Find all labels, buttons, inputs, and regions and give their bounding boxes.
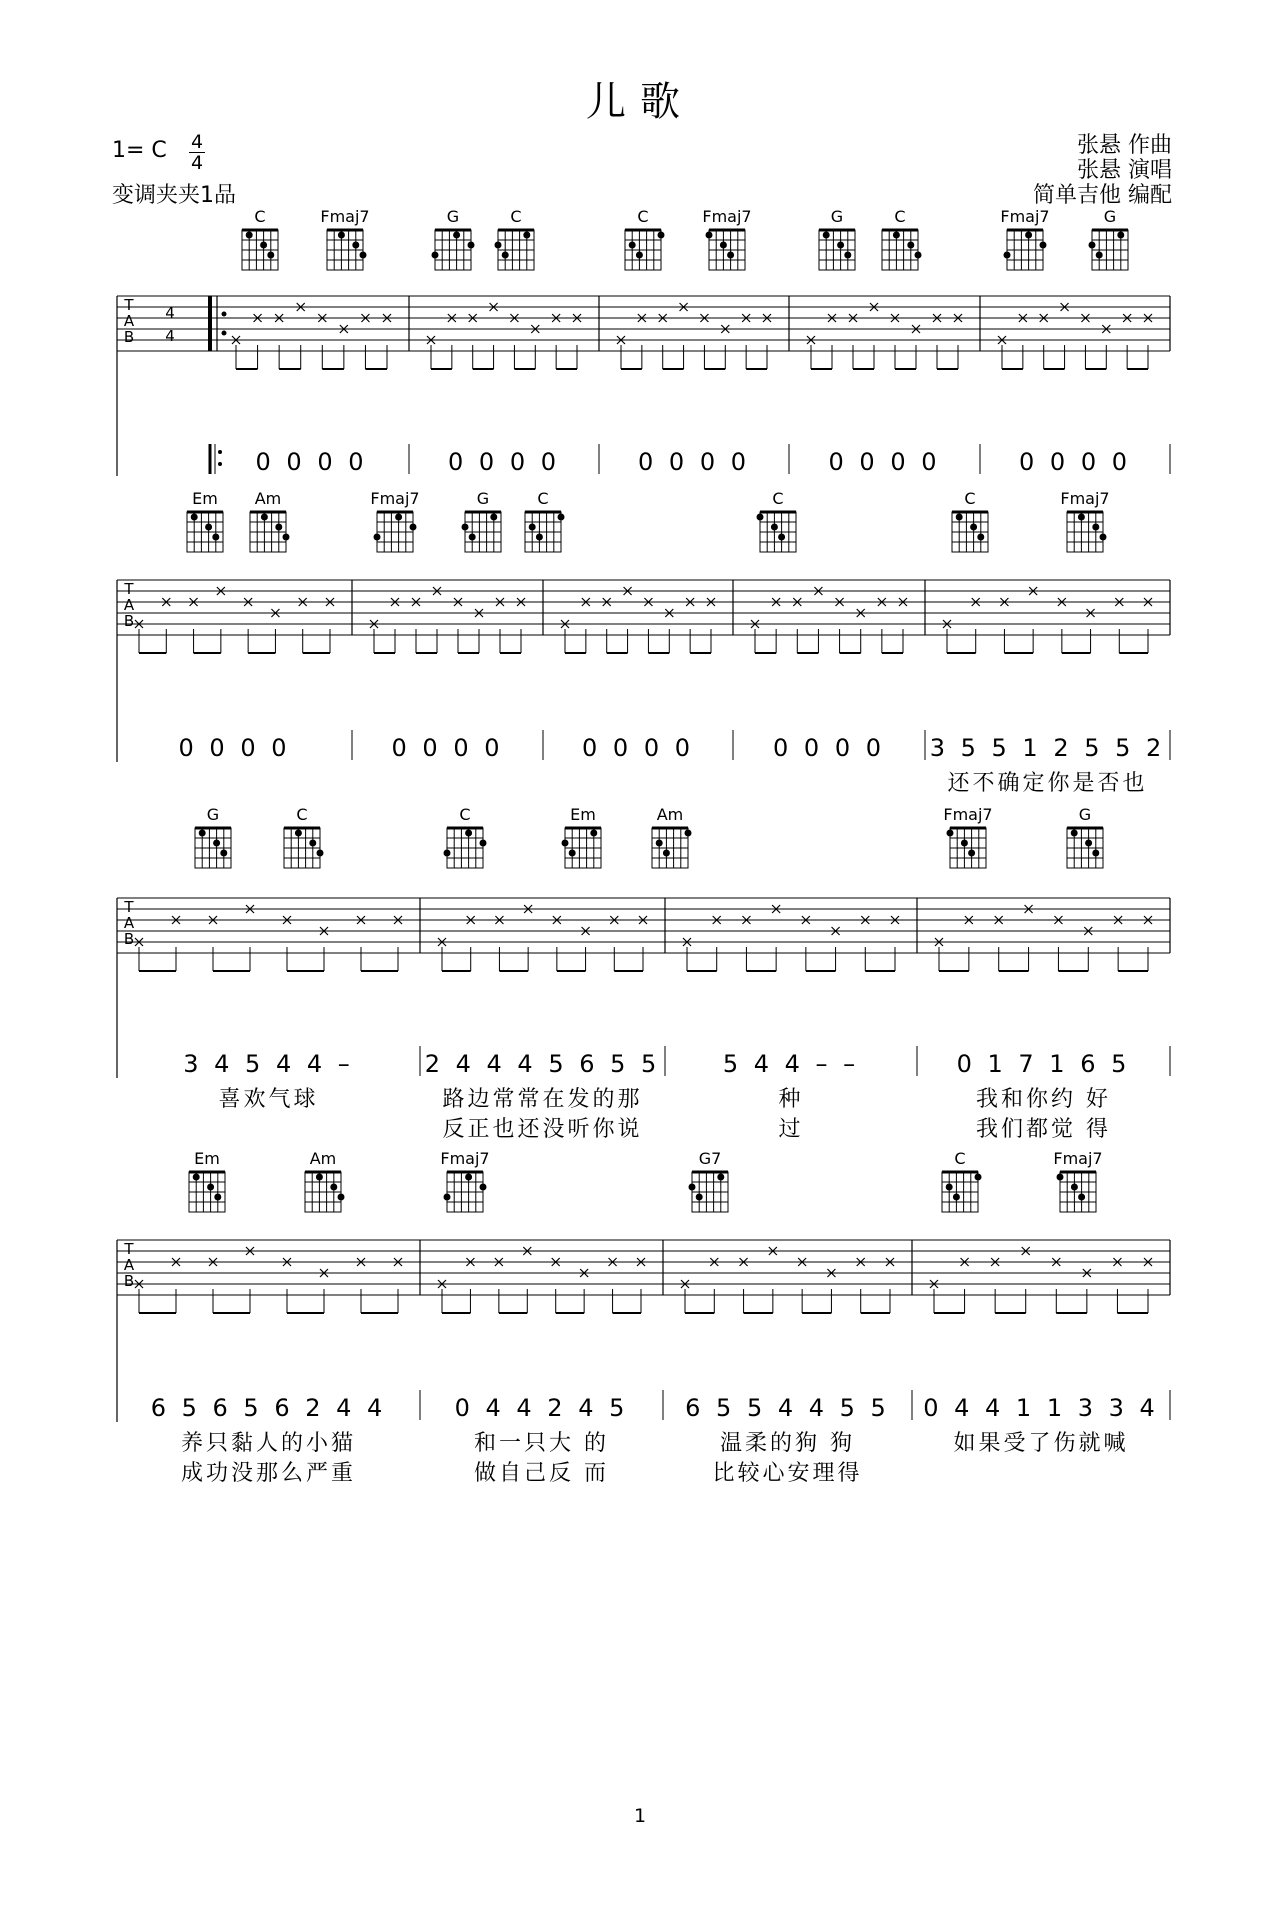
chord-name: G: [1078, 805, 1092, 824]
tab-clef-letter: T: [124, 898, 134, 916]
jianpu-notes: 0 0 0 0: [828, 448, 941, 476]
finger-dot: [444, 850, 451, 857]
finger-dot: [523, 232, 530, 239]
chord-name: C: [537, 489, 549, 508]
time-signature-bottom: 4: [190, 152, 204, 174]
chord-name: Am: [309, 1149, 337, 1168]
finger-dot: [977, 534, 984, 541]
finger-dot: [462, 524, 469, 531]
chord-name: Fmaj7: [1060, 489, 1110, 508]
tab-clef-letter: T: [124, 296, 134, 314]
chord-diagram: [320, 207, 369, 270]
chord-name: C: [510, 207, 522, 226]
finger-dot: [1057, 1174, 1064, 1181]
finger-dot: [1092, 524, 1099, 531]
finger-dot: [1085, 840, 1092, 847]
chord-name: C: [772, 489, 784, 508]
finger-dot: [444, 1194, 451, 1201]
finger-dot: [212, 534, 219, 541]
finger-dot: [193, 1174, 200, 1181]
jianpu-notes: 0 0 0 0: [773, 734, 885, 762]
jianpu-notes: 0 4 4 2 4 5: [454, 1394, 629, 1422]
finger-dot: [562, 840, 569, 847]
chord-diagram: [702, 207, 751, 270]
finger-dot: [663, 850, 670, 857]
tab-clef-letter: A: [123, 1256, 135, 1274]
lyric-line: 路边常常在发的那: [442, 1087, 643, 1112]
lyric-line: 过: [778, 1117, 804, 1142]
chord-diagram: [1000, 207, 1049, 270]
chord-name: G: [830, 207, 844, 226]
chord-diagram: [942, 1149, 982, 1212]
chord-name: Fmaj7: [320, 207, 370, 226]
finger-dot: [1078, 1194, 1085, 1201]
chord-diagram: [242, 207, 278, 270]
finger-dot: [261, 514, 268, 521]
chord-diagram: [1089, 207, 1129, 270]
finger-dot: [207, 1184, 214, 1191]
repeat-dot: [218, 450, 222, 454]
score-system: [117, 805, 1170, 1142]
finger-dot: [1040, 242, 1047, 249]
finger-dot: [636, 252, 643, 259]
finger-dot: [480, 1184, 487, 1191]
chord-name: Fmaj7: [702, 207, 752, 226]
chord-name: C: [954, 1149, 966, 1168]
chord-name: C: [459, 805, 471, 824]
jianpu-notes: 0 0 0 0: [178, 734, 291, 762]
finger-dot: [465, 1174, 472, 1181]
tab-time-sig: 4: [165, 327, 175, 345]
jianpu-notes: 5 4 4 – –: [722, 1050, 860, 1078]
chord-name: Am: [254, 489, 282, 508]
finger-dot: [352, 242, 359, 249]
score-system: [117, 1149, 1170, 1486]
finger-dot: [410, 524, 417, 531]
tab-time-sig: 4: [165, 304, 175, 322]
chord-diagram: [187, 489, 223, 552]
chord-name: Fmaj7: [1053, 1149, 1103, 1168]
chord-diagram: [625, 207, 665, 270]
jianpu-notes: 0 0 0 0: [391, 734, 504, 762]
finger-dot: [629, 242, 636, 249]
key-signature: 1= C: [112, 138, 167, 163]
finger-dot: [275, 524, 282, 531]
chord-diagram: [525, 489, 565, 552]
repeat-dot: [222, 312, 227, 317]
lyric-line: 做自己反 而: [474, 1461, 609, 1486]
finger-dot: [465, 830, 472, 837]
finger-dot: [330, 1184, 337, 1191]
finger-dot: [968, 850, 975, 857]
lyric-line: 还不确定你是否也: [947, 771, 1148, 796]
finger-dot: [453, 232, 460, 239]
lyric-line: 反正也还没听你说: [442, 1117, 643, 1142]
jianpu-notes: 3 5 5 1 2 5 5 2: [929, 734, 1166, 762]
finger-dot: [975, 1174, 982, 1181]
chord-name: G: [206, 805, 220, 824]
chord-diagram: [562, 805, 602, 868]
chord-diagram: [943, 805, 992, 868]
finger-dot: [267, 252, 274, 259]
finger-dot: [529, 524, 536, 531]
chord-diagram: [189, 1149, 225, 1212]
lyric-line: 如果受了伤就喊: [953, 1431, 1129, 1456]
chord-name: G7: [698, 1149, 722, 1168]
chord-name: G: [446, 207, 460, 226]
chord-diagram: [195, 805, 231, 868]
finger-dot: [1004, 252, 1011, 259]
finger-dot: [191, 514, 198, 521]
chord-name: Am: [656, 805, 684, 824]
finger-dot: [961, 840, 968, 847]
finger-dot: [915, 252, 922, 259]
chord-diagram: [284, 805, 324, 868]
finger-dot: [1100, 534, 1107, 541]
song-title: 儿歌: [586, 79, 694, 125]
finger-dot: [214, 1194, 221, 1201]
chord-name: Fmaj7: [370, 489, 420, 508]
chord-name: C: [894, 207, 906, 226]
finger-dot: [956, 514, 963, 521]
chord-name: C: [296, 805, 308, 824]
finger-dot: [338, 1194, 345, 1201]
finger-dot: [316, 1174, 323, 1181]
lyric-line: 我们都觉 得: [976, 1117, 1111, 1142]
chord-diagram: [689, 1149, 729, 1212]
finger-dot: [907, 242, 914, 249]
finger-dot: [205, 524, 212, 531]
finger-dot: [468, 242, 475, 249]
finger-dot: [720, 242, 727, 249]
finger-dot: [558, 514, 565, 521]
chord-name: Fmaj7: [440, 1149, 490, 1168]
chord-diagram: [462, 489, 502, 552]
finger-dot: [295, 830, 302, 837]
lyric-line: 我和你约 好: [976, 1087, 1111, 1112]
finger-dot: [1071, 830, 1078, 837]
finger-dot: [1092, 850, 1099, 857]
finger-dot: [374, 534, 381, 541]
finger-dot: [823, 232, 830, 239]
finger-dot: [569, 850, 576, 857]
finger-dot: [590, 830, 597, 837]
finger-dot: [502, 252, 509, 259]
tab-clef-letter: T: [124, 1240, 134, 1258]
chord-diagram: [819, 207, 855, 270]
finger-dot: [706, 232, 713, 239]
finger-dot: [844, 252, 851, 259]
finger-dot: [1089, 242, 1096, 249]
finger-dot: [893, 232, 900, 239]
finger-dot: [1071, 1184, 1078, 1191]
finger-dot: [689, 1184, 696, 1191]
chord-diagram: [440, 1149, 489, 1212]
time-signature-top: 4: [190, 131, 204, 153]
lyric-line: 种: [778, 1087, 804, 1112]
chord-name: Em: [194, 1149, 220, 1168]
tab-clef-letter: B: [123, 1272, 135, 1290]
jianpu-notes: 0 4 4 1 1 3 3 4: [923, 1394, 1159, 1422]
finger-dot: [395, 514, 402, 521]
repeat-dot: [222, 331, 227, 336]
finger-dot: [317, 850, 324, 857]
finger-dot: [1025, 232, 1032, 239]
chord-diagram: [1060, 489, 1109, 552]
chord-diagram: [952, 489, 988, 552]
credit-composer: 张悬 作曲: [1077, 133, 1172, 158]
finger-dot: [432, 252, 439, 259]
score-system: [117, 207, 1170, 476]
finger-dot: [946, 1184, 953, 1191]
chord-name: Fmaj7: [1000, 207, 1050, 226]
jianpu-notes: 0 0 0 0: [1019, 448, 1131, 476]
credit-arranger: 简单吉他 编配: [1033, 183, 1172, 208]
finger-dot: [953, 1194, 960, 1201]
finger-dot: [717, 1174, 724, 1181]
chord-name: G: [1103, 207, 1117, 226]
finger-dot: [536, 534, 543, 541]
chord-diagram: [1053, 1149, 1102, 1212]
finger-dot: [1117, 232, 1124, 239]
lyric-line: 成功没那么严重: [180, 1461, 357, 1486]
lyric-line: 喜欢气球: [218, 1087, 319, 1112]
finger-dot: [771, 524, 778, 531]
finger-dot: [469, 534, 476, 541]
chord-name: C: [637, 207, 649, 226]
finger-dot: [338, 232, 345, 239]
finger-dot: [199, 830, 206, 837]
jianpu-notes: 6 5 6 5 6 2 4 4: [150, 1394, 387, 1422]
jianpu-notes: 0 0 0 0: [255, 448, 368, 476]
chord-diagram: [652, 805, 692, 868]
finger-dot: [656, 840, 663, 847]
finger-dot: [360, 252, 367, 259]
finger-dot: [490, 514, 497, 521]
chord-diagram: [1067, 805, 1103, 868]
chord-name: G: [476, 489, 490, 508]
chord-diagram: [757, 489, 797, 552]
chord-name: C: [964, 489, 976, 508]
tab-clef-letter: B: [123, 328, 135, 346]
finger-dot: [778, 534, 785, 541]
jianpu-notes: 0 0 0 0: [448, 448, 560, 476]
finger-dot: [757, 514, 764, 521]
finger-dot: [1096, 252, 1103, 259]
score-system: [117, 489, 1170, 796]
finger-dot: [220, 850, 227, 857]
tab-clef-letter: T: [124, 580, 134, 598]
chord-diagram: [432, 207, 475, 270]
chord-name: Em: [570, 805, 596, 824]
tab-clef-letter: B: [123, 612, 135, 630]
finger-dot: [260, 242, 267, 249]
finger-dot: [696, 1194, 703, 1201]
chord-name: Fmaj7: [943, 805, 993, 824]
finger-dot: [480, 840, 487, 847]
finger-dot: [495, 242, 502, 249]
chord-diagram: [305, 1149, 345, 1212]
jianpu-notes: 6 5 5 4 4 5 5: [685, 1394, 890, 1422]
jianpu-notes: 0 1 7 1 6 5: [956, 1050, 1131, 1078]
tab-clef-letter: B: [123, 930, 135, 948]
jianpu-notes: 0 0 0 0: [638, 448, 750, 476]
repeat-dot: [218, 462, 222, 466]
tab-clef-letter: A: [123, 312, 135, 330]
tab-clef-letter: A: [123, 596, 135, 614]
finger-dot: [727, 252, 734, 259]
chord-diagram: [495, 207, 535, 270]
finger-dot: [213, 840, 220, 847]
lyric-line: 和一只大 的: [474, 1431, 609, 1456]
finger-dot: [246, 232, 253, 239]
finger-dot: [837, 242, 844, 249]
lyric-line: 比较心安理得: [712, 1461, 863, 1486]
finger-dot: [970, 524, 977, 531]
page-number: 1: [633, 1805, 647, 1827]
finger-dot: [283, 534, 290, 541]
chord-diagram: [882, 207, 922, 270]
capo-note: 变调夹夹1品: [112, 183, 236, 208]
finger-dot: [658, 232, 665, 239]
finger-dot: [685, 830, 692, 837]
chord-diagram: [444, 805, 487, 868]
chord-diagram: [370, 489, 419, 552]
lyric-line: 养只黏人的小猫: [180, 1431, 357, 1456]
jianpu-notes: 3 4 5 4 4 –: [183, 1050, 354, 1078]
lyric-line: 温柔的狗 狗: [720, 1431, 855, 1456]
jianpu-notes: 0 0 0 0: [582, 734, 694, 762]
chord-name: Em: [192, 489, 218, 508]
finger-dot: [309, 840, 316, 847]
finger-dot: [947, 830, 954, 837]
chord-name: C: [254, 207, 266, 226]
jianpu-notes: 2 4 4 4 5 6 5 5: [424, 1050, 661, 1078]
chord-diagram: [250, 489, 290, 552]
tab-clef-letter: A: [123, 914, 135, 932]
credit-singer: 张悬 演唱: [1077, 158, 1172, 183]
finger-dot: [1078, 514, 1085, 521]
